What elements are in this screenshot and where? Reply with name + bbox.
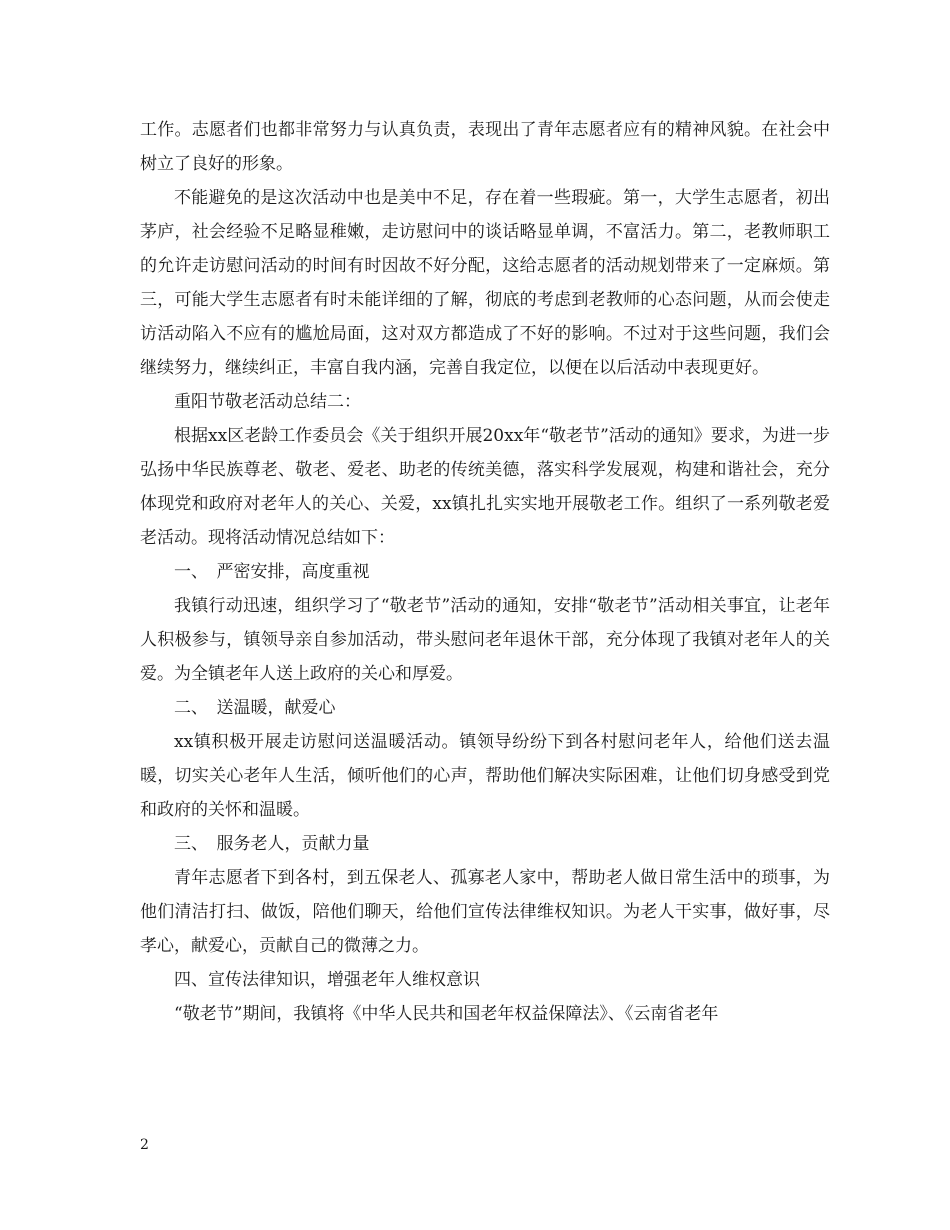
section-heading-two: 二、 送温暖，献爱心 — [174, 698, 336, 718]
paragraph-shortcomings: 不能避免的是这次活动中也是美中不足，存在着一些瑕疵。第一，大学生志愿者，初出茅庐，社会经验不足略显稚嫩，走访慰问中的谈话略显单调，不富活力。第二，老教师职工的允许走访慰问活动的时间有时因故不好分配，这给志愿者的活动规划带来了一定麻烦。第三，可能大学生志愿者有时未能详细的了解，彻底的考虑到老教师的心态问题，从而会使走访活动陷入不应有的尴尬局面，这对双方都造成了不好的影响。不过对于这些问题，我们会继续努力，继续纠正，丰富自我内涵，完善自我定位，以便在以后活动中表现更好。 — [140, 188, 830, 378]
paragraph-introduction: 根据xx区老龄工作委员会《关于组织开展20xx年“敬老节”活动的通知》要求，为进一步弘扬中华民族尊老、敬老、爱老、助老的传统美德，落实科学发展观，构建和谐社会，充分体现党和政府对老年人的关心、关爱，xx镇扎扎实实地开展敬老工作。组织了一系列敬老爱老活动。现将活动情况总结如下： — [140, 426, 830, 548]
paragraph-continuation: 工作。志愿者们也都非常努力与认真负责，表现出了青年志愿者应有的精神风貌。在社会中树立了良好的形象。 — [140, 120, 830, 174]
section-heading-three: 三、 服务老人，贡献力量 — [174, 834, 370, 854]
section-heading-summary-two: 重阳节敬老活动总结二： — [174, 392, 361, 412]
page-number: 2 — [140, 1137, 149, 1153]
paragraph-section-three: 青年志愿者下到各村，到五保老人、孤寡老人家中，帮助老人做日常生活中的琐事，为他们清洁打扫、做饭，陪他们聊天，给他们宣传法律维权知识。为老人干实事，做好事，尽孝心，献爱心，贡献自己的微薄之力。 — [140, 868, 830, 956]
paragraph-section-four: “敬老节”期间，我镇将《中华人民共和国老年权益保障法》、《云南省老年 — [174, 1004, 719, 1024]
section-heading-one: 一、 严密安排，高度重视 — [174, 562, 370, 582]
document-body — [140, 113, 830, 1031]
paragraph-section-one: 我镇行动迅速，组织学习了“敬老节”活动的通知，安排“敬老节”活动相关事宜，让老年人积极参与，镇领导亲自参加活动，带头慰问老年退休干部，充分体现了我镇对老年人的关爱。为全镇老年人送上政府的关心和厚爱。 — [140, 596, 830, 684]
section-heading-four: 四、宣传法律知识，增强老年人维权意识 — [174, 970, 480, 990]
paragraph-section-two: xx镇积极开展走访慰问送温暖活动。镇领导纷纷下到各村慰问老年人，给他们送去温暖，切实关心老年人生活，倾听他们的心声，帮助他们解决实际困难，让他们切身感受到党和政府的关怀和温暖。 — [140, 732, 830, 820]
